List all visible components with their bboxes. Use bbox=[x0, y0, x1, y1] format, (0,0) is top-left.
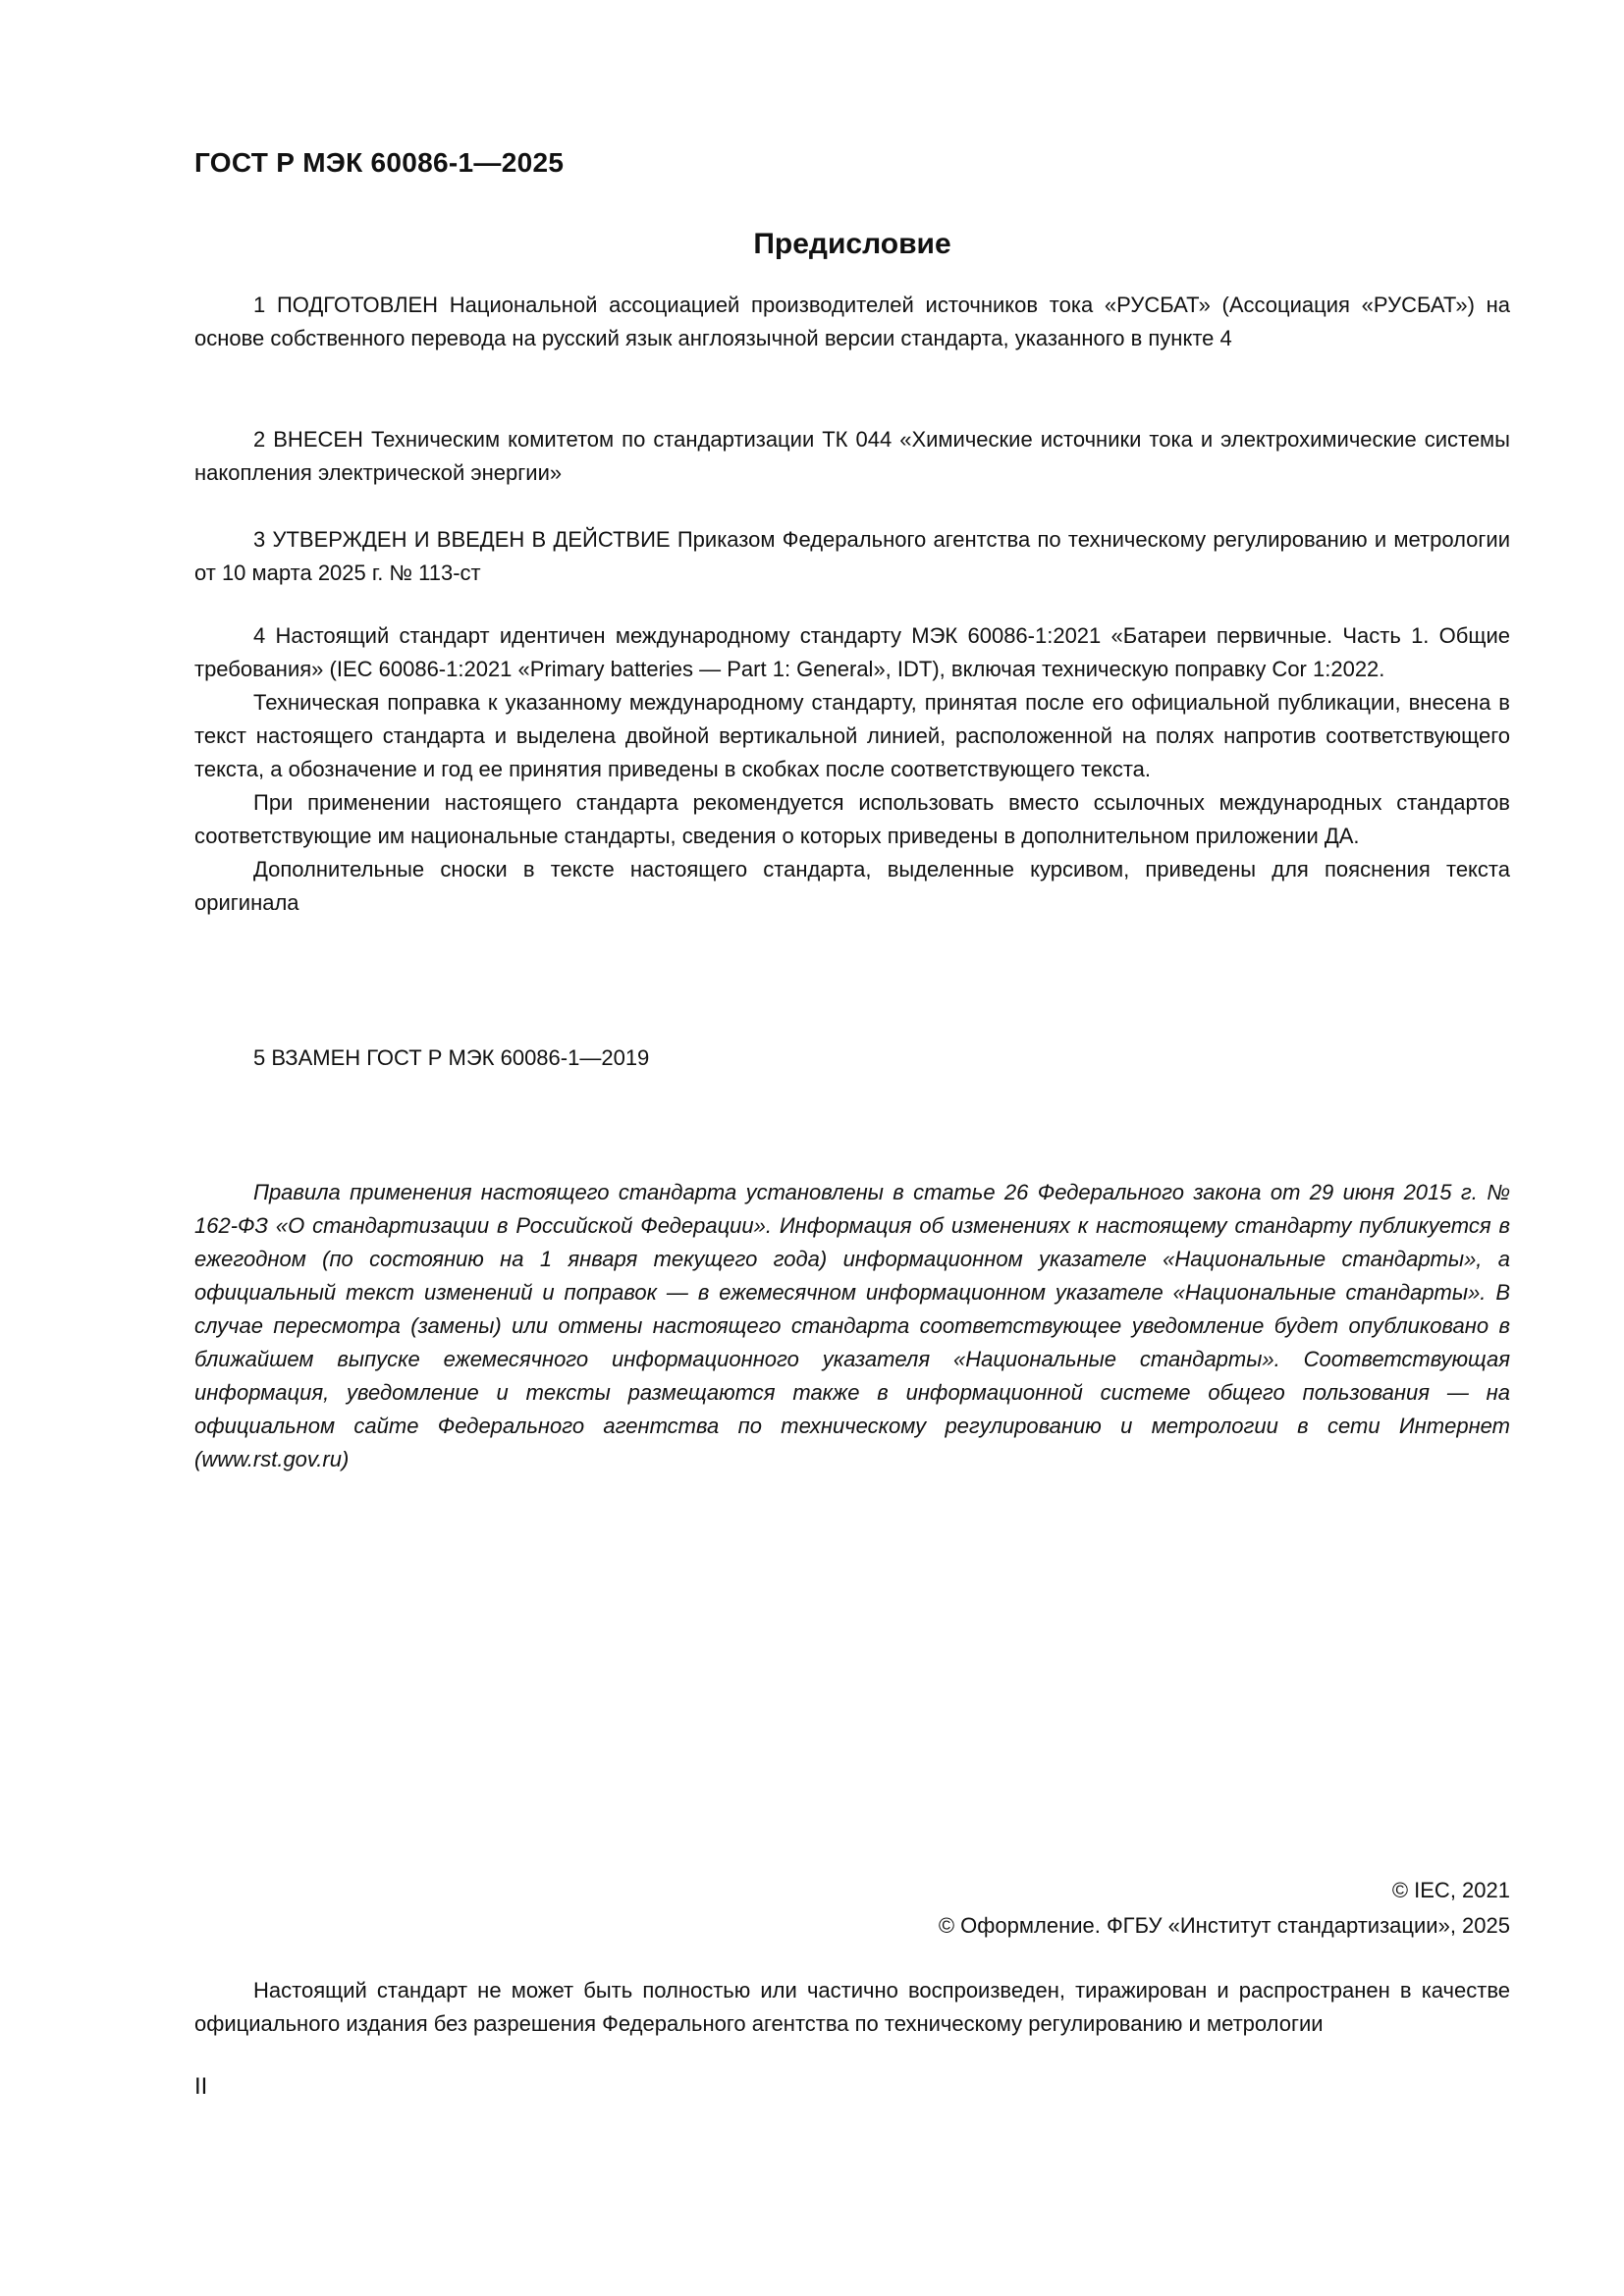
clause-4-paragraph-2: Техническая поправка к указанному международному стандарту, принятая после его официальной публикации, внесена в текст настоящего стандарта и выделена двойной вертикальной линией, расположенной на полях напротив соответствующего текста, а обозначение и год ее принятия приведены в скобках после соответствующего текста. bbox=[194, 690, 1510, 781]
clause-1-prepared-by: 1 ПОДГОТОВЛЕН Национальной ассоциацией производителей источников тока «РУСБАТ» (Ассоциация «РУСБАТ») на основе собственного перевода на русский язык англоязычной версии стандарта, указанного в пункте 4 bbox=[194, 293, 1510, 350]
clause-4-paragraph-4: Дополнительные сноски в тексте настоящего стандарта, выделенные курсивом, приведены для пояснения текста оригинала bbox=[194, 857, 1510, 915]
copyright-iec: © IEC, 2021 bbox=[1391, 1878, 1510, 1902]
legal-application-notice: Правила применения настоящего стандарта установлены в статье 26 Федерального закона от 29 июня 2015 г. № 162-ФЗ «О стандартизации в Российской Федерации». Информация об изменениях к настоящему стандарту публикуется в ежегодном (по состоянию на 1 января текущего года) информационном указателе «Национальные стандарты», а официальный текст изменений и поправок — в ежемесячном информационном указателе «Национальные стандарты». В случае пересмотра (замены) или отмены настоящего стандарта соответствующее уведомление будет опубликовано в ближайшем выпуске ежемесячного информационного указателя «Национальные стандарты». Соответствующая информация, уведомление и тексты размещаются также в информационной системе общего пользования — на официальном сайте Федерального агентства по техническому регулированию и метрологии в сети Интернет (www.rst.gov.ru) bbox=[194, 1180, 1510, 1471]
copyright-publisher: © Оформление. ФГБУ «Институт стандартизации», 2025 bbox=[938, 1913, 1510, 1938]
clause-4-paragraph-1: 4 Настоящий стандарт идентичен международному стандарту МЭК 60086-1:2021 «Батареи первичные. Часть 1. Общие требования» (IEC 60086-1:2021 «Primary batteries — Part 1: General», IDT), включая техническую поправку Cor 1:2022. bbox=[194, 623, 1510, 681]
clause-5-replaces: 5 ВЗАМЕН ГОСТ Р МЭК 60086-1—2019 bbox=[253, 1045, 650, 1070]
copyright-block bbox=[194, 1873, 1510, 1944]
page-number: II bbox=[194, 2073, 208, 2100]
document-code: ГОСТ Р МЭК 60086-1—2025 bbox=[194, 147, 565, 178]
clause-3-approved: 3 УТВЕРЖДЕН И ВВЕДЕН В ДЕЙСТВИЕ Приказом Федерального агентства по техническому регулированию и метрологии от 10 марта 2025 г. № 113-ст bbox=[194, 527, 1510, 585]
reproduction-restriction-notice: Настоящий стандарт не может быть полностью или частично воспроизведен, тиражирован и распространен в качестве официального издания без разрешения Федерального агентства по техническому регулированию и метрологии bbox=[194, 1978, 1510, 2036]
clause-4-identity bbox=[194, 619, 1510, 920]
page-title: Предисловие bbox=[753, 228, 951, 260]
clause-2-submitted-by: 2 ВНЕСЕН Техническим комитетом по стандартизации ТК 044 «Химические источники тока и электрохимические системы накопления электрической энергии» bbox=[194, 427, 1510, 485]
clause-4-paragraph-3: При применении настоящего стандарта рекомендуется использовать вместо ссылочных международных стандартов соответствующие им национальные стандарты, сведения о которых приведены в дополнительном приложении ДА. bbox=[194, 790, 1510, 848]
